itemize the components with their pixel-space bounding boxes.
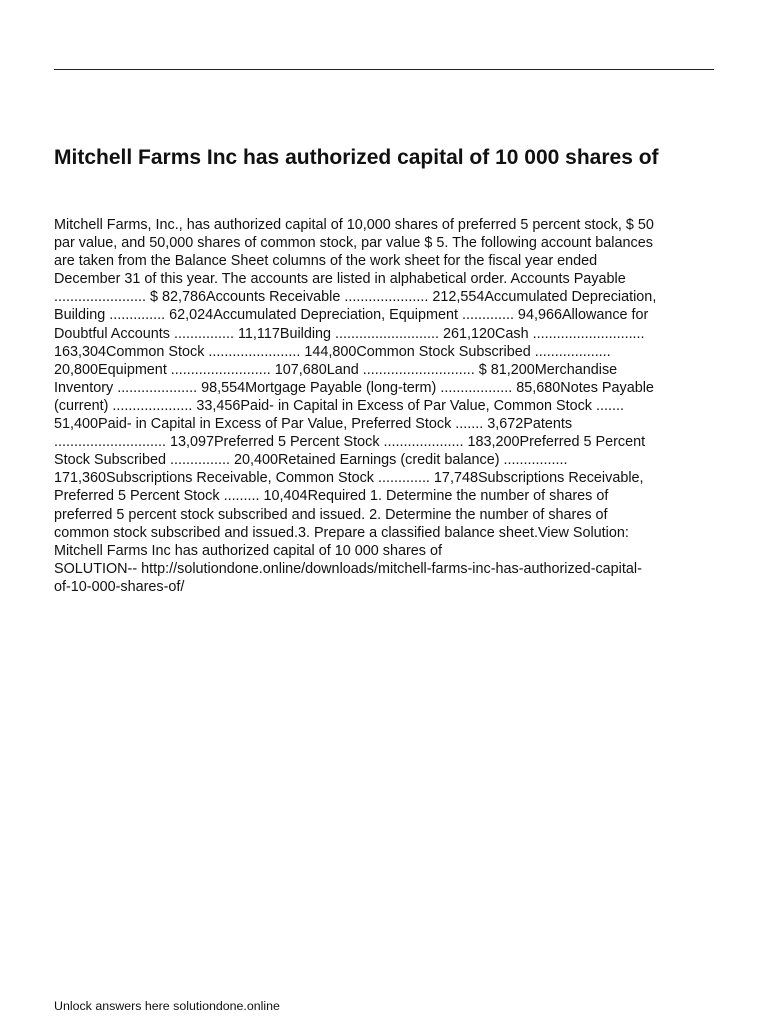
body-line: Doubtful Accounts ............... 11,117Building .......................... 261,120Cash ............................ bbox=[54, 325, 645, 342]
body-line: December 31 of this year. The accounts are listed in alphabetical order. Accounts Payable bbox=[54, 271, 626, 288]
body-line: Mitchell Farms, Inc., has authorized capital of 10,000 shares of preferred 5 percent stock, $ 50 bbox=[54, 217, 654, 233]
page-title: Mitchell Farms Inc has authorized capital of 10 000 shares of bbox=[54, 146, 659, 169]
body-line: par value, and 50,000 shares of common stock, par value $ 5. The following account balances bbox=[54, 235, 653, 252]
body-line: (current) .................... 33,456Paid- in Capital in Excess of Par Value, Common Stock ....... bbox=[54, 397, 624, 414]
body-line: preferred 5 percent stock subscribed and issued. 2. Determine the number of shares of bbox=[54, 506, 608, 523]
body-line: Inventory .................... 98,554Mortgage Payable (long-term) .................. 85,680Notes Payable bbox=[54, 379, 654, 396]
body-line: 171,360Subscriptions Receivable, Common Stock ............. 17,748Subscriptions Receivable, bbox=[54, 470, 644, 487]
body-line: Building .............. 62,024Accumulated Depreciation, Equipment ............. 94,966Allowance for bbox=[54, 307, 649, 324]
body-line: 20,800Equipment ......................... 107,680Land ............................ $ 81,200Merchandise bbox=[54, 361, 618, 378]
body-line: common stock subscribed and issued.3. Prepare a classified balance sheet.View Solution: bbox=[54, 524, 629, 541]
header-divider bbox=[54, 69, 714, 70]
body-line: Preferred 5 Percent Stock ......... 10,404Required 1. Determine the number of shares of bbox=[54, 488, 609, 505]
document-body bbox=[54, 216, 714, 596]
body-line: are taken from the Balance Sheet columns of the work sheet for the fiscal year ended bbox=[54, 253, 598, 270]
body-line: 163,304Common Stock ....................... 144,800Common Stock Subscribed ................... bbox=[54, 343, 611, 360]
body-line: Stock Subscribed ............... 20,400Retained Earnings (credit balance) ................ bbox=[54, 452, 568, 469]
body-line: ............................ 13,097Preferred 5 Percent Stock .................... 183,200Preferred 5 Percent bbox=[54, 434, 646, 451]
solution-link-line[interactable]: SOLUTION-- http://solutiondone.online/downloads/mitchell-farms-inc-has-authorized-capital- bbox=[54, 560, 642, 577]
footer-text: Unlock answers here solutiondone.online bbox=[54, 999, 280, 1013]
body-line: ....................... $ 82,786Accounts Receivable ..................... 212,554Accumulated Depreciation, bbox=[54, 289, 657, 306]
body-line: 51,400Paid- in Capital in Excess of Par Value, Preferred Stock ....... 3,672Patents bbox=[54, 416, 573, 433]
body-line: Mitchell Farms Inc has authorized capital of 10 000 shares of bbox=[54, 542, 442, 559]
solution-link-line[interactable]: of-10-000-shares-of/ bbox=[54, 578, 185, 595]
